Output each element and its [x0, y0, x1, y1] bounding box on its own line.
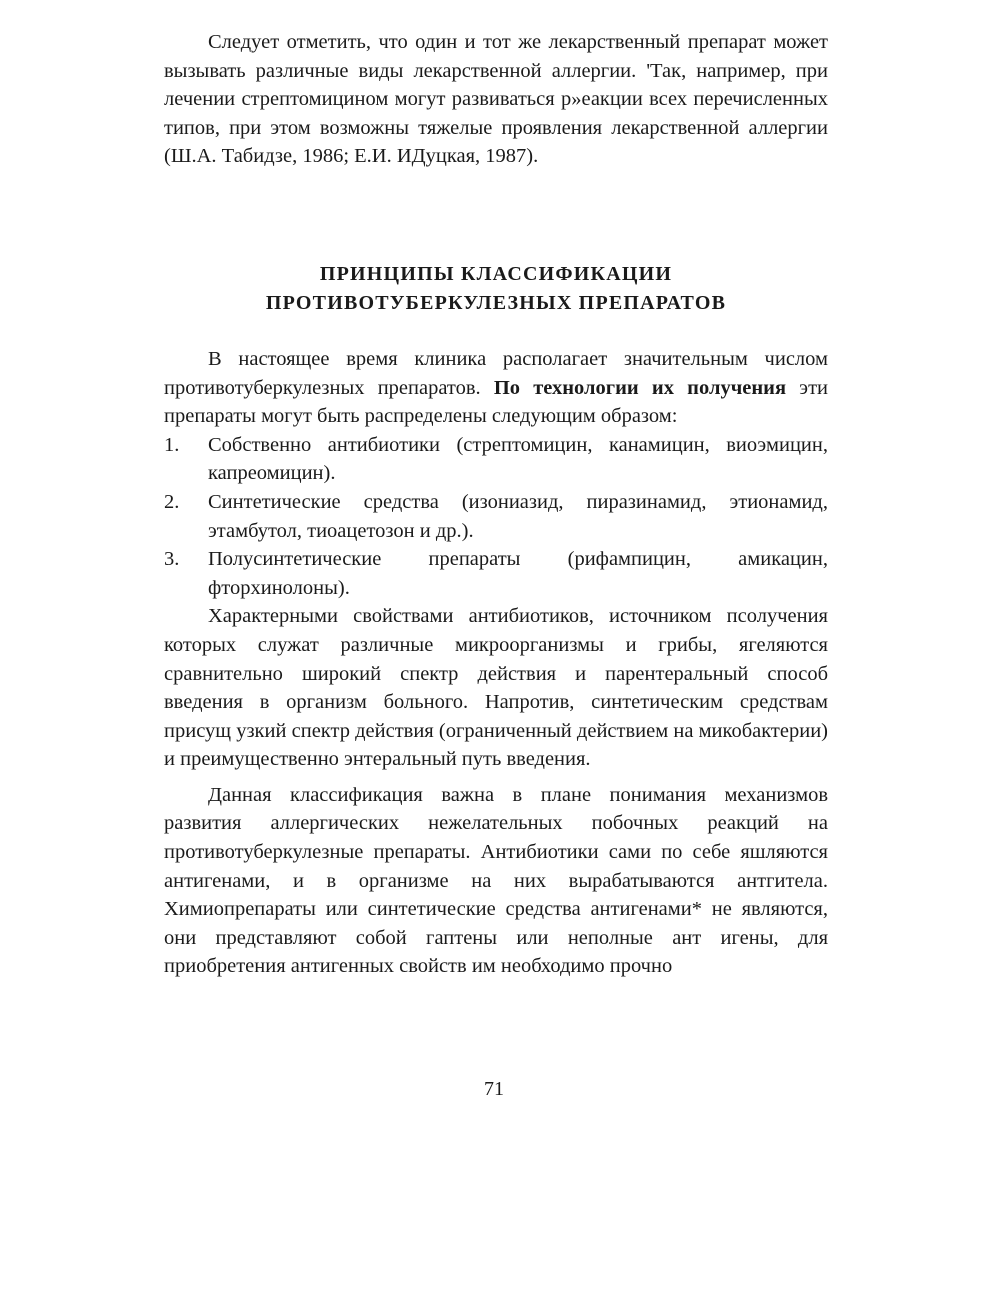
classification-list [164, 431, 828, 603]
section-paragraph-bold: По технологии их получения [493, 376, 787, 399]
heading-line-1: ПРИНЦИПЫ КЛАССИФИКАЦИИ [319, 262, 673, 285]
list-item-text: Собственно антибиотики (стрептомицин, канамицин, виоэмицин, капреомицин). [208, 433, 828, 485]
intro-paragraph: Следует отметить, что один и тот же лекарственный препарат может вызывать различные виды лекарственной аллергии. 'Так, например, при лечении стрептомицином могут развиваться р»еакции всех перечисленных типов, при этом возможны тяжелые проявления лекарственной аллергии (Ш.А. Табидзе, 1986; Е.И. ИДуцкая, 1987). [164, 31, 828, 168]
page-number: 71 [484, 1078, 504, 1100]
section-paragraph [164, 345, 828, 431]
section-paragraph-text-before: В настоящее время клиника располагает значительным числом противотуберкулезных препаратов. [164, 347, 828, 399]
section-heading [164, 260, 828, 318]
list-item-number: 3. [164, 548, 180, 571]
list-item [164, 431, 828, 488]
list-item-number: 2. [164, 490, 180, 513]
list-item [164, 488, 828, 545]
section-paragraph-text-after: эти препараты могут быть распределены следующим образом: [164, 376, 828, 428]
list-item-text: Синтетические средства (изониазид, пиразинамид, этионамид, этамбутол, тиоацетозон и др.). [208, 490, 828, 542]
classification-importance-paragraph: Данная классификация важна в плане понимания механизмов развития аллергических нежелательных побочных реакций на противотуберкулезные препараты. Антибиотики сами по себе яшляются антигенами, и в организме на них вырабатываются антгитела. Химиопрепараты или синтетические средства антигенами* не являются, они представляют собой гаптены или неполные ант игены, для приобретения антигенных свойств им необходимо прочно [164, 783, 828, 978]
list-item-text: Полусинтетические препараты (рифампицин, амикацин, фторхинолоны). [208, 548, 828, 599]
page-body [164, 28, 828, 981]
heading-line-2: ПРОТИВОТУБЕРКУЛЕЗНЫХ ПРЕПАРАТОВ [265, 291, 727, 314]
antibiotics-properties-paragraph: Характерными свойствами антибиотиков, источником псолучения которых служат различные микроорганизмы и грибы, ягеляются сравнительно широкий спектр действия и парентеральный способ введения в организм больного. Напротив, синтетическим средствам присущ узкий спектр действия (ограниченный действием на микобактерии) и преимущественно энтеральный путь введения. [164, 605, 828, 771]
list-item [164, 545, 828, 602]
list-item-number: 1. [164, 433, 180, 456]
